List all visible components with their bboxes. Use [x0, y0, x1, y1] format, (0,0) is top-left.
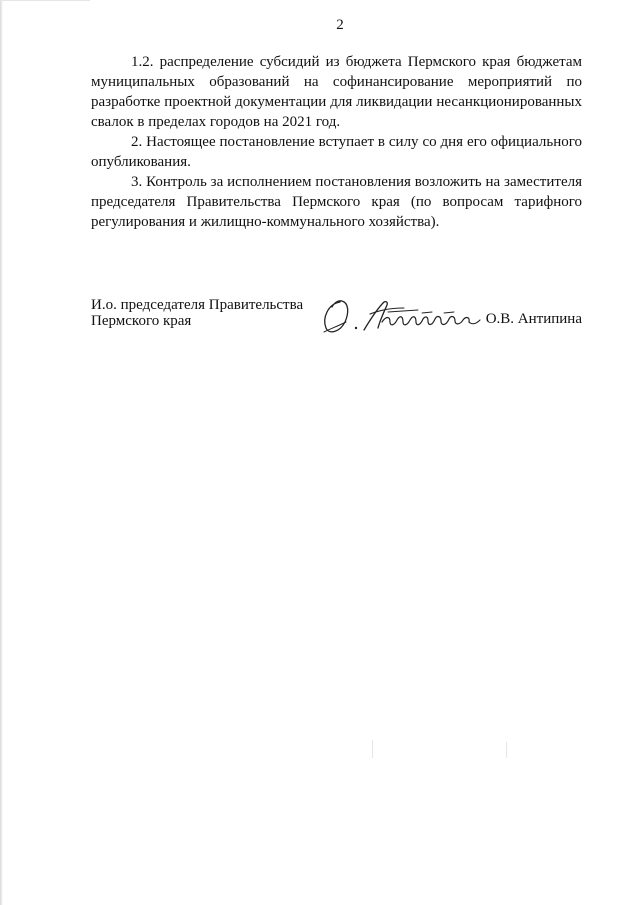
- scan-artifact: [506, 742, 507, 758]
- page-number: 2: [336, 17, 344, 33]
- signer-name: О.В. Антипина: [485, 311, 582, 327]
- signer-position-line-1: И.о. председателя Правительства: [91, 297, 304, 313]
- handwritten-signature: [320, 298, 488, 336]
- paragraph-2: 2. Настоящее постановление вступает в силу со дня его официального опубликования.: [91, 134, 582, 170]
- signature-block: [91, 297, 586, 347]
- signer-position: [91, 297, 321, 329]
- scan-artifact: [372, 740, 373, 758]
- paragraph-1-2: 1.2. распределение субсидий из бюджета Пермского края бюджетам муниципальных образований на софинансирование мероприятий по разработке проектной документации для ликвидации несанкционированных свалок в пределах городов на 2021 год.: [91, 54, 582, 130]
- scan-artifact: [0, 0, 90, 1]
- paragraph-3: 3. Контроль за исполнением постановления возложить на заместителя председателя Правительства Пермского края (по вопросам тарифного регулирования и жилищно-коммунального хозяйства).: [91, 174, 582, 230]
- signer-position-line-2: Пермского края: [91, 313, 192, 329]
- document-body: [91, 52, 582, 232]
- scan-edge: [0, 0, 3, 905]
